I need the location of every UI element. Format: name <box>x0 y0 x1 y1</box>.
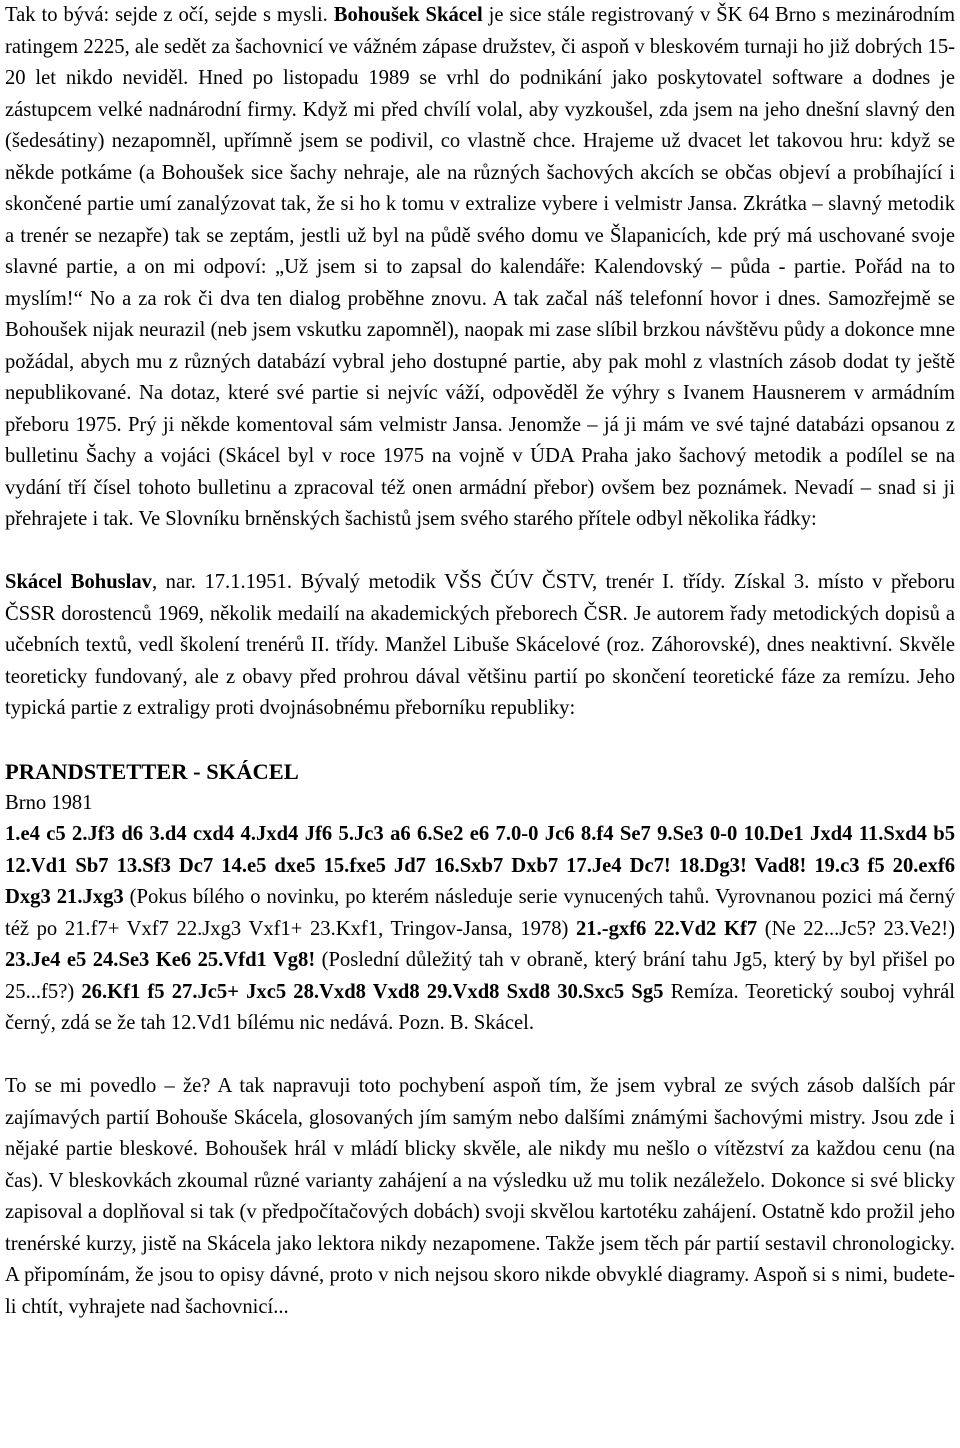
game-moves-paragraph <box>5 819 955 1040</box>
entry-name-bold: Skácel Bohuslav <box>5 571 152 593</box>
intro-paragraph <box>5 0 955 536</box>
paragraph-gap <box>5 1040 955 1072</box>
intro-text-2: je sice stále registrovaný v ŠK 64 Brno s mezinárodním ratingem 2225, ale sedět za šachovnicí ve vážném zápase družstev, či aspoň v bleskovém turnaji ho již dobrých 15-20 let nikdo neviděl. Hned po listopadu 1989 se vrhl do podnikání jako poskytovatel software a dodnes je zástupcem velké nadnárodní firmy. Když mi před chvílí volal, aby vyzkoušel, zda jsem na jeho dnešní slavný den (šedesátiny) nezapomněl, upřímně jsem se podivil, co vlastně chce. Hrajeme už dvacet let takovou hru: když se někde potkáme (a Bohoušek sice šachy nehraje, ale na různých šachových akcích se občas objeví a probíhající i skončené partie umí zanalýzovat tak, že si ho k tomu v extralize vybere i velmistr Jansa. Zkrátka – slavný metodik a trenér se nezapře) tak se zeptám, jestli už byl na půdě svého domu ve Šlapanicích, kde prý má uschované svoje slavné partie, a on mi odpoví: „Už jsem si to zapsal do kalendáře: Kalendovský – půda - partie. Pořád na to myslím!“ No a za rok či dva ten dialog proběhne znovu. A tak začal náš telefonní hovor i dnes. Samozřejmě se Bohoušek nijak neurazil (neb jsem vskutku zapomněl), naopak mi zase slíbil brzkou návštěvu půdy a dokonce mne požádal, abych mu z různých databází vybral jeho dostupné partie, aby pak mohl z vlastních zásob dodat ty ještě nepublikované. Na dotaz, které své partie si nejvíc váží, odpověděl že výhry s Ivanem Hausnerem v armádním přeboru 1975. Prý ji někde komentoval sám velmistr Jansa. Jenomže – já ji mám ve své tajné databázi opsanou z bulletinu Šachy a vojáci (Skácel byl v roce 1975 na vojně v ÚDA Praha jako šachový metodik a podílel se na vydání tří čísel tohoto bulletinu a zpracoval též onen armádní přebor) ovšem bez poznámek. Nevadí – snad si ji přehrajete i tak. Ve Slovníku brněnských šachistů jsem svého starého přítele odbyl několika řádky: <box>5 4 955 530</box>
comment-3: (Poslední důležitý tah v obraně, který brání tahu Jg5, který by byl přišel po 25...f5?) <box>5 949 955 1003</box>
game-place: Brno 1981 <box>5 791 93 814</box>
moves-block-1: 1.e4 c5 2.Jf3 d6 3.d4 cxd4 4.Jxd4 Jf6 5.Jc3 a6 6.Se2 e6 7.0-0 Jc6 8.f4 Se7 9.Se3 0-0 10.De1 Jxd4 11.Sxd4 b5 12.Vd1 Sb7 13.Sf3 Dc7 14.e5 dxe5 15.fxe5 Jd7 16.Sxb7 Dxb7 17.Je4 Dc7! 18.Dg3! Vad8! 19.c3 f5 20.exf6 Dxg3 21.Jxg3 <box>5 823 955 908</box>
paragraph-gap <box>5 725 955 757</box>
moves-block-4: 26.Kf1 f5 27.Jc5+ Jxc5 28.Vxd8 Vxd8 29.Vxd8 Sxd8 30.Sxc5 Sg5 <box>81 980 664 1003</box>
intro-text-1: Tak to bývá: sejde z očí, sejde s mysli. <box>5 4 334 26</box>
player-name-bold: Bohoušek Skácel <box>333 4 483 26</box>
entry-text: , nar. 17.1.1951. Bývalý metodik VŠS ČÚV ČSTV, trenér I. třídy. Získal 3. místo v přeboru ČSSR dorostenců 1969, několik medailí na akademických přeborech ČSR. Je autorem řady metodických dopisů a učebních textů, vedl školení trenérů II. třídy. Manžel Libuše Skácelové (roz. Záhorovské), dnes neaktivní. Skvěle teoreticky fundovaný, ale z obavy před prohrou dával většinu partií po skončení teoretické fáze za remízu. Jeho typická partie z extraligy proti dvojnásobnému přeborníku republiky: <box>5 571 955 719</box>
moves-block-2: 21.-gxf6 22.Vd2 Kf7 <box>576 917 758 940</box>
comment-4: Remíza. Teoretický souboj vyhrál černý, zdá se že tah 12.Vd1 bílému nic nedává. Pozn. B. Skácel. <box>5 980 956 1034</box>
comment-1: (Pokus bílého o novinku, po kterém následuje serie vynucených tahů. Vyrovnanou pozici má černý též po 21.f7+ Vxf7 22.Jxg3 Vxf1+ 23.Kxf1, Tringov-Jansa, 1978) <box>5 886 955 940</box>
closing-paragraph: To se mi povedlo – že? A tak napravuji toto pochybení aspoň tím, že jsem vybral ze svých zásob dalších pár zajímavých partií Bohouše Skácela, glosovaných jím samým nebo dalšími známými šachovými mistry. Jsou zde i nějaké partie bleskové. Bohoušek hrál v mládí blicky skvěle, ale nikdy mu nešlo o vítězství za každou cenu (na čas). V bleskovkách zkoumal různé varianty zahájení a na výsledku už mu tolik nezáleželo. Dokonce si své blicky zapisoval a doplňoval si tak (v předpočítačových dobách) svoji skvělou kartotéku zahájení. Ostatně kdo prožil jeho trenérské kurzy, jistě na Skácela jako lektora nikdy nezapomene. Takže jsem těch pár partií sestavil chronologicky. A připomínám, že jsou to opisy dávné, proto v nich nejsou skoro nikde obvyklé diagramy. Aspoň si s nimi, budete-li chtít, vyhrajete nad šachovnicí... <box>5 1075 955 1318</box>
paragraph-gap <box>5 536 955 568</box>
comment-2: (Ne 22...Jc5? 23.Ve2!) <box>757 917 955 940</box>
game-title: PRANDSTETTER - SKÁCEL <box>5 759 299 784</box>
document-page <box>5 0 955 1323</box>
moves-block-3: 23.Je4 e5 24.Se3 Ke6 25.Vfd1 Vg8! <box>5 949 316 971</box>
dictionary-entry-paragraph <box>5 567 955 725</box>
